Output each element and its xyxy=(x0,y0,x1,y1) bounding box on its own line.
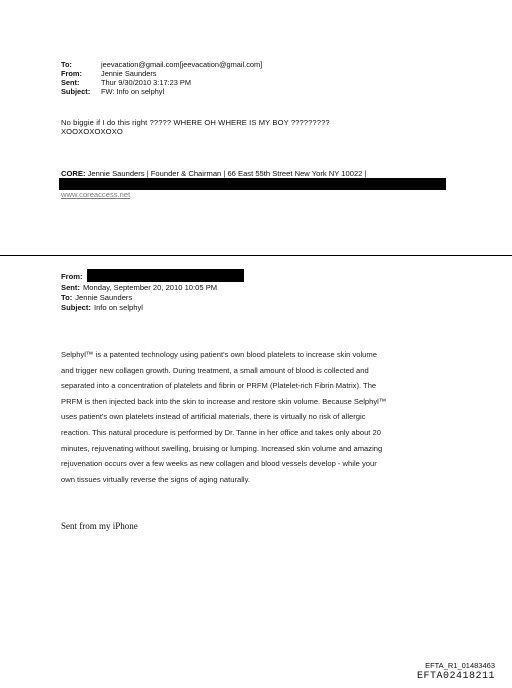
subject-label: Subject: xyxy=(61,303,91,312)
sent-value: Thur 9/30/2010 3:17:23 PM xyxy=(101,78,191,87)
forward-body-line-1: No biggie if I do this right ????? WHERE OH WHERE IS MY BOY ????????? xyxy=(61,118,330,127)
to-value: Jennie Saunders xyxy=(75,293,133,302)
paragraph-line: rejuvenation occurs over a few weeks as new collagen and blood vessels develop - while your xyxy=(61,459,377,469)
from-value: Jennie Saunders xyxy=(101,69,157,78)
message-paragraph xyxy=(61,347,451,487)
forward-body-line-2: XOOXOXOXOXO xyxy=(61,127,123,136)
paragraph-line: uses patient's own platelets instead of artificial materials, there is virtually no risk of allergic xyxy=(61,412,366,422)
forward-subject-row xyxy=(61,87,164,96)
subject-label: Subject: xyxy=(61,87,91,96)
paragraph-line: PRFM is then injected back into the skin to increase and restore skin volume. Because Selphyl™ xyxy=(61,396,387,406)
signature-link[interactable]: www.coreaccess.net xyxy=(61,190,131,199)
from-label: From: xyxy=(61,272,83,281)
paragraph-line: and trigger new collagen growth. During treatment, a small amount of blood is collected and xyxy=(61,365,369,375)
bates-number-secondary: EFTA_R1_01483463 xyxy=(425,661,495,670)
paragraph-line: reaction. This natural procedure is performed by Dr. Tanne in her office and takes only about 20 xyxy=(61,427,381,437)
subject-value: FW: Info on selphyl xyxy=(101,87,165,96)
section-divider xyxy=(0,255,512,256)
sent-from-signature: Sent from my iPhone xyxy=(61,521,138,531)
signature-brand: CORE: xyxy=(61,169,86,178)
paragraph-line: separated into a concentration of platelets and fibrin or PRFM (Platelet-rich Fibrin Matrix). The xyxy=(61,381,377,391)
forward-sent-row xyxy=(61,78,191,87)
sent-value: Monday, September 20, 2010 10:05 PM xyxy=(82,283,218,292)
signature-details: Jennie Saunders | Founder & Chairman | 66 East 55th Street New York NY 10022 | xyxy=(87,169,367,178)
to-value: jeevacation@gmail.com[jeevacation@gmail.com] xyxy=(101,60,263,69)
original-subject-row xyxy=(61,303,143,312)
paragraph-line: minutes, rejuvenating without swelling, bruising or lumping. Increased skin volume and amazing xyxy=(61,443,383,453)
sent-label: Sent: xyxy=(61,283,80,292)
redaction-bar xyxy=(87,269,244,282)
to-label: To: xyxy=(61,60,72,69)
forward-to-row xyxy=(61,60,262,69)
paragraph-line: Selphyl™ is a patented technology using patient's own blood platelets to increase skin volume xyxy=(61,350,377,359)
original-sent-row xyxy=(61,283,217,292)
paragraph-line: own tissues virtually reverse the signs of aging naturally. xyxy=(61,474,250,484)
redaction-bar xyxy=(59,178,446,190)
forward-from-row xyxy=(61,69,156,78)
bates-number-primary: EFTA02418211 xyxy=(416,671,495,682)
original-from-row xyxy=(61,272,86,281)
sent-label: Sent: xyxy=(61,78,80,87)
original-to-row xyxy=(61,293,132,302)
subject-value: Info on selphyl xyxy=(93,303,143,312)
to-label: To: xyxy=(61,293,73,302)
from-label: From: xyxy=(61,69,82,78)
